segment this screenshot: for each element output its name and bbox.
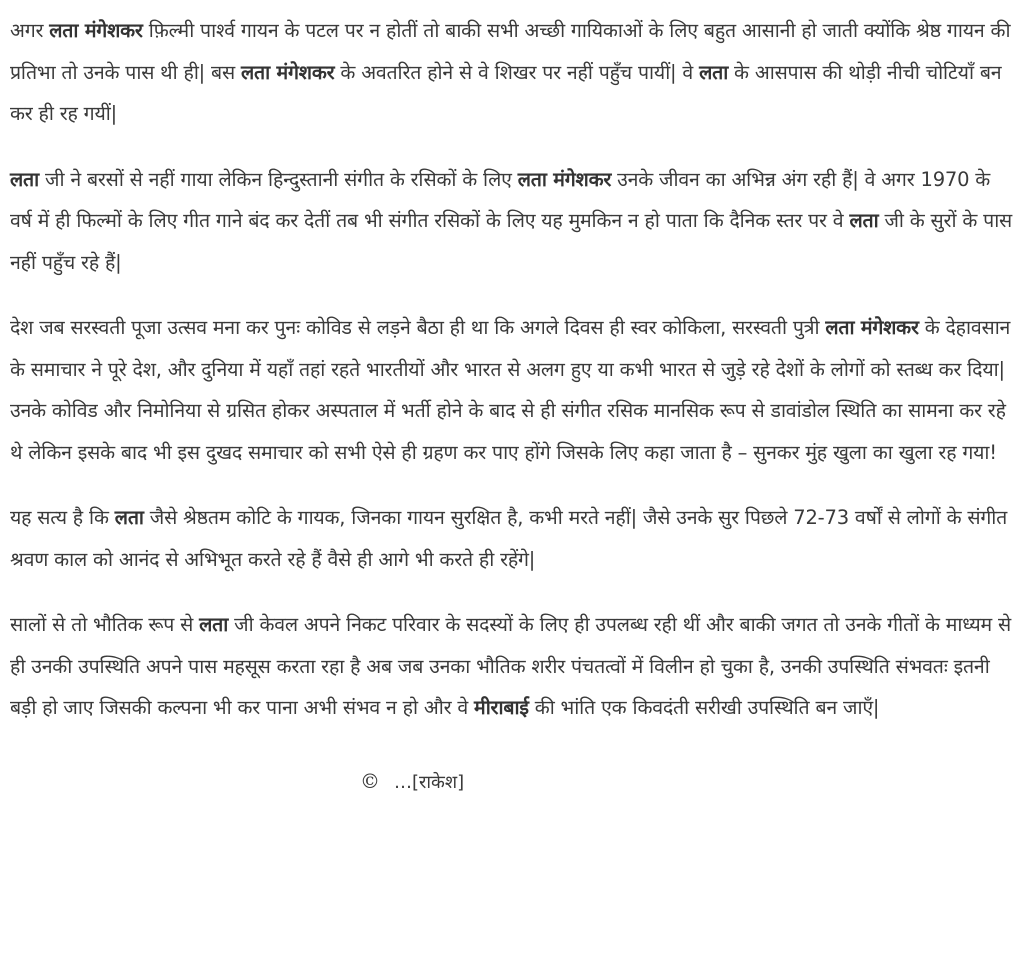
para5-seg2: जी केवल अपने निकट परिवार के सदस्यों के लिए ही उपलब्ध रही थीं और बाकी जगत तो उनके गीतों के माध्यम से ही उनकी उपस्थिति अपने पास महसूस करता रहा है अब जब उनका भौतिक शरीर पंचतत्वों में विलीन हो चुका है, उनकी उपस्थिति संभवतः इतनी बड़ी हो जाए जिसकी कल्पना भी कर पाना अभी संभव न हो और वे [10, 613, 1011, 719]
para2-seg1: जी ने बरसों से नहीं गाया लेकिन हिन्दुस्तानी संगीत के रसिकों के लिए [39, 167, 518, 191]
para5-seg4: की भांति एक किवदंती सरीखी उपस्थिति बन जाएँ| [528, 696, 880, 719]
para1-seg2: फ़िल्मी पार्श्व गायन के पटल पर न होतीं तो बाकी सभी अच्छी गायिकाओं के लिए बहुत आसानी हो जाती क्योंकि श्रेष्ठ गायन की प्रतिभा तो उनके पास थी ही| बस [10, 19, 1011, 84]
paragraph-4 [10, 497, 1014, 580]
singer-name-bold: लता मंगेशकर [49, 19, 143, 42]
copyright-icon: © [360, 768, 380, 793]
para1-seg0: अगर [10, 19, 50, 42]
author-signature [10, 767, 1014, 797]
singer-name-bold: लता [699, 60, 729, 84]
singer-name-bold: लता [114, 506, 144, 529]
singer-name-bold: लता मंगेशकर [517, 167, 612, 191]
paragraph-5 [10, 604, 1014, 729]
singer-name-bold: लता मंगेशकर [825, 316, 919, 339]
singer-name-bold: लता [849, 209, 879, 232]
author-name: …[राकेश] [394, 771, 465, 793]
paragraph-2 [10, 159, 1014, 284]
para1-seg6: के आसपास की थोड़ी नीची चोटियाँ बन कर ही रह गयीं| [10, 60, 1002, 125]
meerabai-name-bold: मीराबाई [474, 696, 529, 719]
para2-seg5: जी के सुरों के पास नहीं पहुँच रहे हैं| [10, 209, 1013, 274]
singer-name-bold: लता [199, 613, 229, 636]
singer-name-bold: लता [10, 167, 39, 191]
article-body [10, 10, 1014, 797]
para5-seg0: सालों से तो भौतिक रूप से [10, 613, 200, 636]
para3-seg2: के देहावसान के समाचार ने पूरे देश, और दुनिया में यहाँ तहां रहते भारतीयों और भारत से अलग हुए या कभी भारत से जुड़े रहे देशों के लोगों को स्तब्ध कर दिया| उनके कोविड और निमोनिया से ग्रसित होकर अस्पताल में भर्ती होने के बाद से ही संगीत रसिक मानसिक रूप से डावांडोल स्थिति का सामना कर रहे थे लेकिन इसके बाद भी इस दुखद समाचार को सभी ऐसे ही ग्रहण कर पाए होंगे जिसके लिए कहा जाता है – सुनकर मुंह खुला का खुला रह गया! [10, 316, 1011, 464]
para4-seg2: जैसे श्रेष्ठतम कोटि के गायक, जिनका गायन सुरक्षित है, कभी मरते नहीं| जैसे उनके सुर पिछले 72-73 वर्षों से लोगों के संगीत श्रवण काल को आनंद से अभिभूत करते रहे हैं वैसे ही आगे भी करते ही रहेंगे| [10, 506, 1008, 571]
para3-seg0: देश जब सरस्वती पूजा उत्सव मना कर पुनः कोविड से लड़ने बैठा ही था कि अगले दिवस ही स्वर कोकिला, सरस्वती पुत्री [10, 316, 826, 339]
paragraph-3 [10, 307, 1014, 473]
para4-seg0: यह सत्य है कि [10, 506, 115, 529]
para2-seg3: उनके जीवन का अभिन्न अंग रही हैं| वे अगर 1970 के वर्ष में ही फिल्मों के लिए गीत गाने बंद कर देतीं तब भी संगीत रसिकों के लिए यह मुमकिन न हो पाता कि दैनिक स्तर पर वे [10, 167, 991, 232]
para1-seg4: के अवतरित होने से वे शिखर पर नहीं पहुँच पायीं| वे [334, 60, 700, 84]
paragraph-1 [10, 10, 1014, 135]
singer-name-bold: लता मंगेशकर [240, 60, 335, 84]
